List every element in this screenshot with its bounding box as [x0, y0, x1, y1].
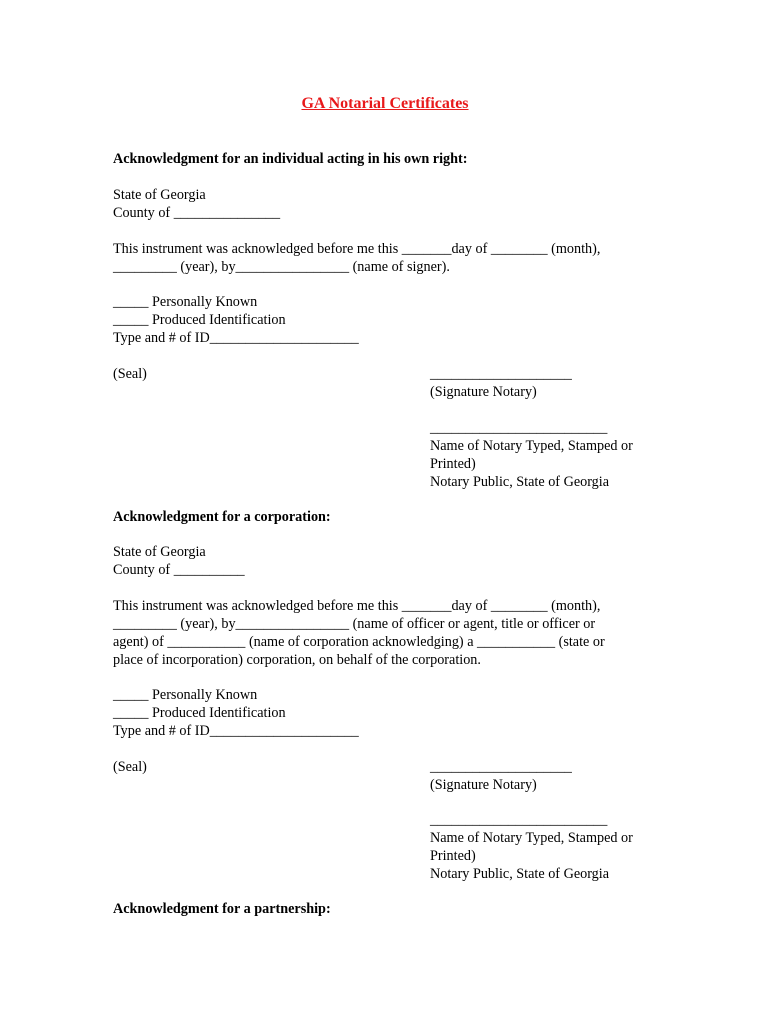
section-heading-partnership: Acknowledgment for a partnership:	[113, 901, 331, 917]
signature-notary-label: (Signature Notary)	[430, 777, 537, 793]
id-type-line: Type and # of ID_____________________	[113, 330, 359, 346]
acknowledgment-text-line: This instrument was acknowledged before me this _______day of ________ (month),	[113, 598, 601, 614]
state-line: State of Georgia	[113, 187, 206, 203]
acknowledgment-text-line: This instrument was acknowledged before me this _______day of ________ (month),	[113, 241, 601, 257]
notary-public-label: Notary Public, State of Georgia	[430, 474, 610, 490]
county-line: County of __________	[113, 562, 245, 578]
signature-line: ____________________	[430, 366, 572, 382]
notary-name-line: _________________________	[430, 420, 608, 436]
acknowledgment-text-line: _________ (year), by________________ (name of officer or agent, title or officer or	[113, 616, 596, 632]
personally-known-line: _____ Personally Known	[113, 687, 258, 703]
id-type-line: Type and # of ID_____________________	[113, 723, 359, 739]
document-title: GA Notarial Certificates	[301, 95, 469, 112]
notary-public-label: Notary Public, State of Georgia	[430, 866, 610, 882]
state-line: State of Georgia	[113, 544, 206, 560]
notary-name-label: Name of Notary Typed, Stamped or	[430, 830, 633, 846]
acknowledgment-text-line: place of incorporation) corporation, on behalf of the corporation.	[113, 652, 481, 668]
section-heading-corporation: Acknowledgment for a corporation:	[113, 509, 331, 525]
notary-name-label: Name of Notary Typed, Stamped or	[430, 438, 633, 454]
produced-identification-line: _____ Produced Identification	[113, 705, 286, 721]
acknowledgment-text-line: agent) of ___________ (name of corporation acknowledging) a ___________ (state or	[113, 634, 605, 650]
produced-identification-line: _____ Produced Identification	[113, 312, 286, 328]
signature-notary-label: (Signature Notary)	[430, 384, 537, 400]
section-heading-individual: Acknowledgment for an individual acting in his own right:	[113, 151, 468, 167]
notary-name-label: Printed)	[430, 456, 476, 472]
seal-label: (Seal)	[113, 366, 147, 382]
personally-known-line: _____ Personally Known	[113, 294, 258, 310]
notary-name-label: Printed)	[430, 848, 476, 864]
county-line: County of _______________	[113, 205, 281, 221]
signature-line: ____________________	[430, 759, 572, 775]
notary-name-line: _________________________	[430, 812, 608, 828]
acknowledgment-text-line: _________ (year), by________________ (name of signer).	[113, 259, 450, 275]
seal-label: (Seal)	[113, 759, 147, 775]
